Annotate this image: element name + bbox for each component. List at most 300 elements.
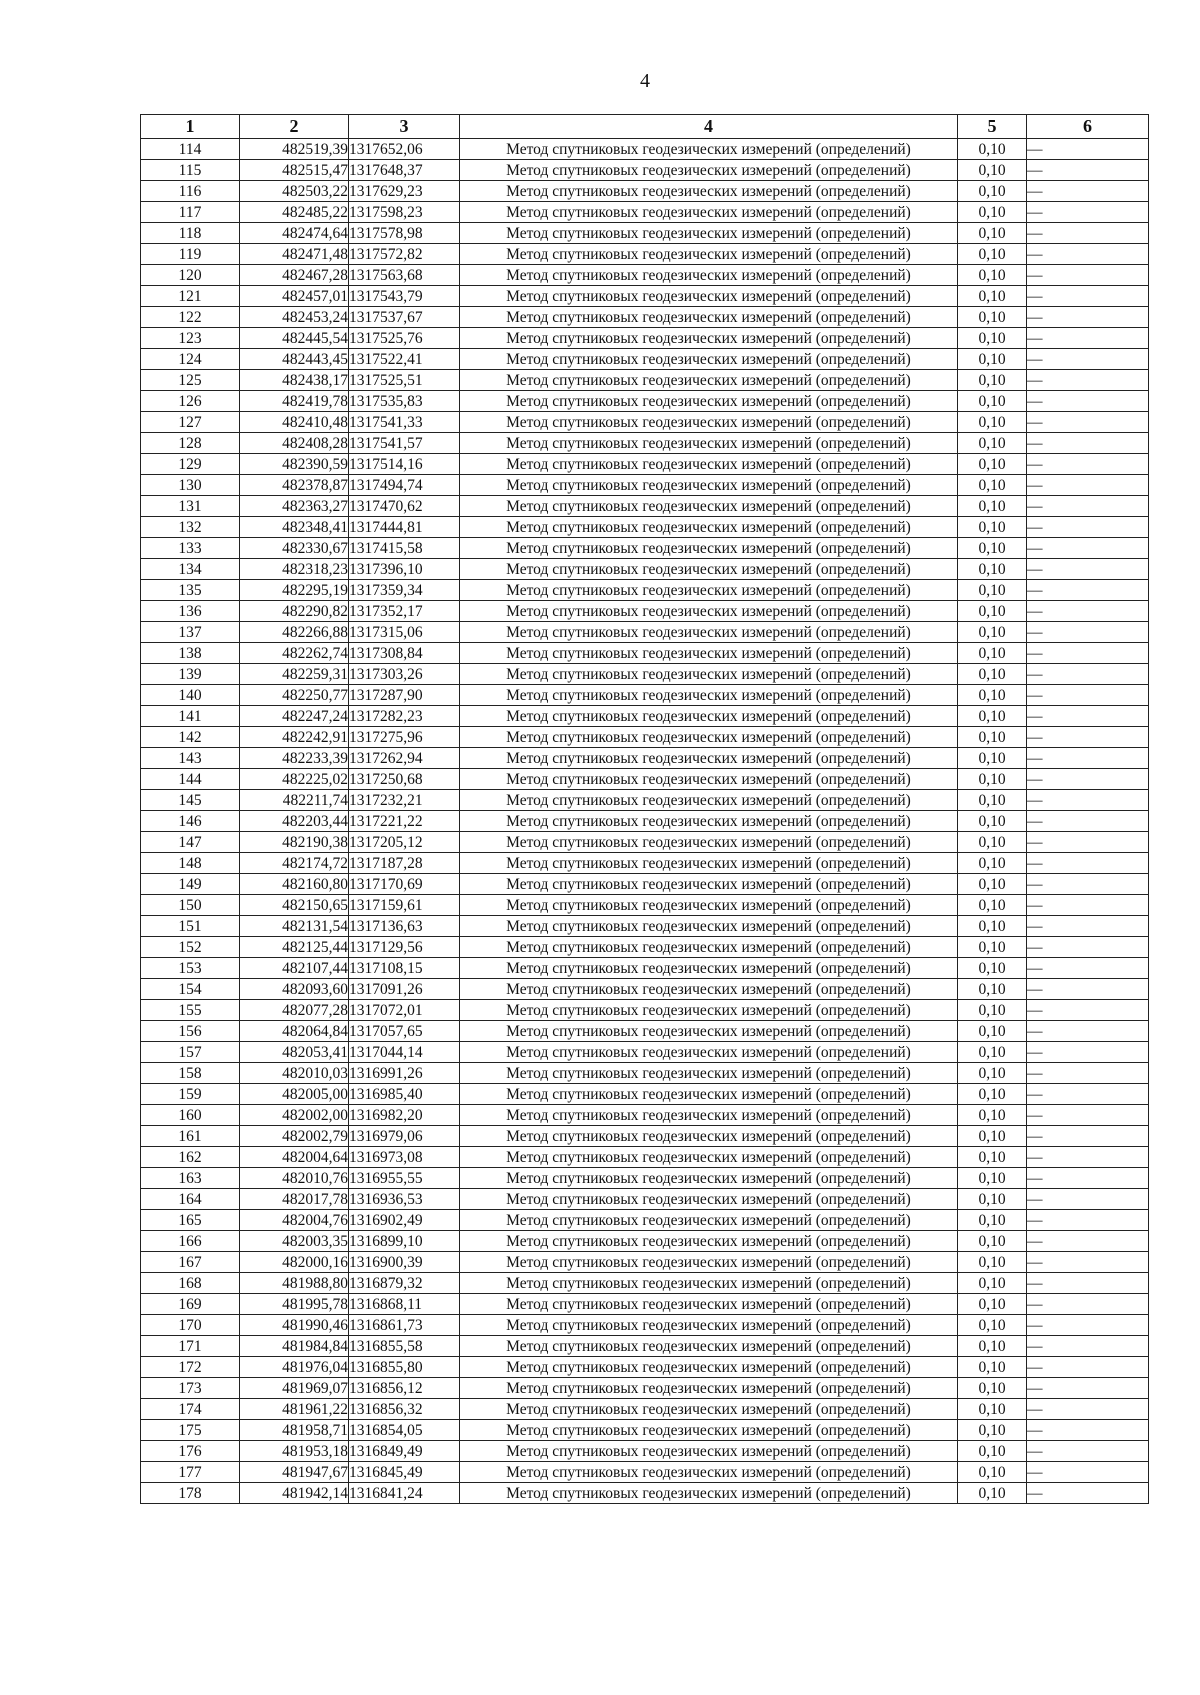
y-coordinate-cell: 1316936,53 xyxy=(349,1189,460,1210)
note-cell: — xyxy=(1027,1042,1149,1063)
point-number-cell: 170 xyxy=(141,1315,240,1336)
method-cell: Метод спутниковых геодезических измерений (определений) xyxy=(460,433,958,454)
method-cell: Метод спутниковых геодезических измерений (определений) xyxy=(460,1483,958,1504)
y-coordinate-cell: 1317352,17 xyxy=(349,601,460,622)
x-coordinate-cell: 482503,22 xyxy=(240,181,349,202)
method-cell: Метод спутниковых геодезических измерений (определений) xyxy=(460,139,958,160)
point-number-cell: 172 xyxy=(141,1357,240,1378)
x-coordinate-cell: 482053,41 xyxy=(240,1042,349,1063)
accuracy-cell: 0,10 xyxy=(958,1063,1027,1084)
x-coordinate-cell: 482485,22 xyxy=(240,202,349,223)
accuracy-cell: 0,10 xyxy=(958,244,1027,265)
method-cell: Метод спутниковых геодезических измерений (определений) xyxy=(460,1399,958,1420)
table-row xyxy=(141,769,1149,790)
method-cell: Метод спутниковых геодезических измерений (определений) xyxy=(460,160,958,181)
note-cell: — xyxy=(1027,349,1149,370)
method-cell: Метод спутниковых геодезических измерений (определений) xyxy=(460,1462,958,1483)
accuracy-cell: 0,10 xyxy=(958,391,1027,412)
method-cell: Метод спутниковых геодезических измерений (определений) xyxy=(460,328,958,349)
note-cell: — xyxy=(1027,706,1149,727)
method-cell: Метод спутниковых геодезических измерений (определений) xyxy=(460,1357,958,1378)
y-coordinate-cell: 1317494,74 xyxy=(349,475,460,496)
y-coordinate-cell: 1317470,62 xyxy=(349,496,460,517)
x-coordinate-cell: 482010,03 xyxy=(240,1063,349,1084)
method-cell: Метод спутниковых геодезических измерений (определений) xyxy=(460,1063,958,1084)
note-cell: — xyxy=(1027,1021,1149,1042)
point-number-cell: 149 xyxy=(141,874,240,895)
x-coordinate-cell: 482093,60 xyxy=(240,979,349,1000)
table-row xyxy=(141,727,1149,748)
point-number-cell: 163 xyxy=(141,1168,240,1189)
y-coordinate-cell: 1316982,20 xyxy=(349,1105,460,1126)
note-cell: — xyxy=(1027,958,1149,979)
x-coordinate-cell: 482443,45 xyxy=(240,349,349,370)
accuracy-cell: 0,10 xyxy=(958,1084,1027,1105)
note-cell: — xyxy=(1027,1000,1149,1021)
table-row xyxy=(141,664,1149,685)
table-row xyxy=(141,1357,1149,1378)
point-number-cell: 114 xyxy=(141,139,240,160)
accuracy-cell: 0,10 xyxy=(958,874,1027,895)
y-coordinate-cell: 1316856,12 xyxy=(349,1378,460,1399)
page-number: 4 xyxy=(640,70,650,92)
y-coordinate-cell: 1316868,11 xyxy=(349,1294,460,1315)
x-coordinate-cell: 482262,74 xyxy=(240,643,349,664)
note-cell: — xyxy=(1027,832,1149,853)
point-number-cell: 124 xyxy=(141,349,240,370)
accuracy-cell: 0,10 xyxy=(958,916,1027,937)
table-row xyxy=(141,1063,1149,1084)
x-coordinate-cell: 482002,79 xyxy=(240,1126,349,1147)
x-coordinate-cell: 482290,82 xyxy=(240,601,349,622)
method-cell: Метод спутниковых геодезических измерений (определений) xyxy=(460,1294,958,1315)
x-coordinate-cell: 482004,76 xyxy=(240,1210,349,1231)
y-coordinate-cell: 1316879,32 xyxy=(349,1273,460,1294)
table-row xyxy=(141,601,1149,622)
x-coordinate-cell: 482003,35 xyxy=(240,1231,349,1252)
note-cell: — xyxy=(1027,1210,1149,1231)
point-number-cell: 126 xyxy=(141,391,240,412)
point-number-cell: 143 xyxy=(141,748,240,769)
method-cell: Метод спутниковых геодезических измерений (определений) xyxy=(460,1126,958,1147)
y-coordinate-cell: 1317315,06 xyxy=(349,622,460,643)
accuracy-cell: 0,10 xyxy=(958,643,1027,664)
y-coordinate-cell: 1317415,58 xyxy=(349,538,460,559)
point-number-cell: 154 xyxy=(141,979,240,1000)
note-cell: — xyxy=(1027,748,1149,769)
table-row xyxy=(141,265,1149,286)
accuracy-cell: 0,10 xyxy=(958,622,1027,643)
accuracy-cell: 0,10 xyxy=(958,370,1027,391)
x-coordinate-cell: 481984,84 xyxy=(240,1336,349,1357)
table-row xyxy=(141,685,1149,706)
note-cell: — xyxy=(1027,1126,1149,1147)
point-number-cell: 134 xyxy=(141,559,240,580)
x-coordinate-cell: 482131,54 xyxy=(240,916,349,937)
accuracy-cell: 0,10 xyxy=(958,139,1027,160)
table-row xyxy=(141,139,1149,160)
method-cell: Метод спутниковых геодезических измерений (определений) xyxy=(460,685,958,706)
method-cell: Метод спутниковых геодезических измерений (определений) xyxy=(460,1042,958,1063)
table-row xyxy=(141,853,1149,874)
accuracy-cell: 0,10 xyxy=(958,517,1027,538)
accuracy-cell: 0,10 xyxy=(958,181,1027,202)
x-coordinate-cell: 481990,46 xyxy=(240,1315,349,1336)
x-coordinate-cell: 482160,80 xyxy=(240,874,349,895)
point-number-cell: 119 xyxy=(141,244,240,265)
y-coordinate-cell: 1317250,68 xyxy=(349,769,460,790)
note-cell: — xyxy=(1027,160,1149,181)
method-cell: Метод спутниковых геодезических измерений (определений) xyxy=(460,958,958,979)
y-coordinate-cell: 1317541,57 xyxy=(349,433,460,454)
note-cell: — xyxy=(1027,370,1149,391)
table-row xyxy=(141,1126,1149,1147)
x-coordinate-cell: 482000,16 xyxy=(240,1252,349,1273)
accuracy-cell: 0,10 xyxy=(958,979,1027,1000)
method-cell: Метод спутниковых геодезических измерений (определений) xyxy=(460,181,958,202)
note-cell: — xyxy=(1027,1420,1149,1441)
point-number-cell: 120 xyxy=(141,265,240,286)
table-row xyxy=(141,811,1149,832)
table-row xyxy=(141,1210,1149,1231)
point-number-cell: 121 xyxy=(141,286,240,307)
y-coordinate-cell: 1317543,79 xyxy=(349,286,460,307)
method-cell: Метод спутниковых геодезических измерений (определений) xyxy=(460,286,958,307)
x-coordinate-cell: 482348,41 xyxy=(240,517,349,538)
point-number-cell: 175 xyxy=(141,1420,240,1441)
accuracy-cell: 0,10 xyxy=(958,1231,1027,1252)
note-cell: — xyxy=(1027,811,1149,832)
y-coordinate-cell: 1316985,40 xyxy=(349,1084,460,1105)
point-number-cell: 135 xyxy=(141,580,240,601)
x-coordinate-cell: 482077,28 xyxy=(240,1000,349,1021)
point-number-cell: 155 xyxy=(141,1000,240,1021)
y-coordinate-cell: 1317514,16 xyxy=(349,454,460,475)
table-header xyxy=(141,115,1149,139)
point-number-cell: 159 xyxy=(141,1084,240,1105)
method-cell: Метод спутниковых геодезических измерений (определений) xyxy=(460,601,958,622)
point-number-cell: 152 xyxy=(141,937,240,958)
method-cell: Метод спутниковых геодезических измерений (определений) xyxy=(460,223,958,244)
y-coordinate-cell: 1317205,12 xyxy=(349,832,460,853)
x-coordinate-cell: 482438,17 xyxy=(240,370,349,391)
table-row xyxy=(141,223,1149,244)
note-cell: — xyxy=(1027,895,1149,916)
note-cell: — xyxy=(1027,874,1149,895)
accuracy-cell: 0,10 xyxy=(958,895,1027,916)
x-coordinate-cell: 482250,77 xyxy=(240,685,349,706)
table-row xyxy=(141,748,1149,769)
note-cell: — xyxy=(1027,202,1149,223)
method-cell: Метод спутниковых геодезических измерений (определений) xyxy=(460,643,958,664)
method-cell: Метод спутниковых геодезических измерений (определений) xyxy=(460,1084,958,1105)
table-row xyxy=(141,1042,1149,1063)
x-coordinate-cell: 482203,44 xyxy=(240,811,349,832)
table-row xyxy=(141,328,1149,349)
x-coordinate-cell: 482445,54 xyxy=(240,328,349,349)
table-row xyxy=(141,1462,1149,1483)
method-cell: Метод спутниковых геодезических измерений (определений) xyxy=(460,769,958,790)
table-row xyxy=(141,1294,1149,1315)
point-number-cell: 118 xyxy=(141,223,240,244)
x-coordinate-cell: 482107,44 xyxy=(240,958,349,979)
table-row xyxy=(141,916,1149,937)
accuracy-cell: 0,10 xyxy=(958,832,1027,853)
x-coordinate-cell: 482266,88 xyxy=(240,622,349,643)
point-number-cell: 165 xyxy=(141,1210,240,1231)
accuracy-cell: 0,10 xyxy=(958,160,1027,181)
accuracy-cell: 0,10 xyxy=(958,853,1027,874)
accuracy-cell: 0,10 xyxy=(958,748,1027,769)
note-cell: — xyxy=(1027,1357,1149,1378)
x-coordinate-cell: 481961,22 xyxy=(240,1399,349,1420)
header-row xyxy=(141,115,1149,139)
note-cell: — xyxy=(1027,139,1149,160)
x-coordinate-cell: 482017,78 xyxy=(240,1189,349,1210)
accuracy-cell: 0,10 xyxy=(958,727,1027,748)
note-cell: — xyxy=(1027,1441,1149,1462)
method-cell: Метод спутниковых геодезических измерений (определений) xyxy=(460,538,958,559)
method-cell: Метод спутниковых геодезических измерений (определений) xyxy=(460,1315,958,1336)
accuracy-cell: 0,10 xyxy=(958,1399,1027,1420)
note-cell: — xyxy=(1027,265,1149,286)
point-number-cell: 173 xyxy=(141,1378,240,1399)
accuracy-cell: 0,10 xyxy=(958,937,1027,958)
point-number-cell: 138 xyxy=(141,643,240,664)
y-coordinate-cell: 1316991,26 xyxy=(349,1063,460,1084)
y-coordinate-cell: 1316955,55 xyxy=(349,1168,460,1189)
table-row xyxy=(141,1189,1149,1210)
table-row xyxy=(141,706,1149,727)
method-cell: Метод спутниковых геодезических измерений (определений) xyxy=(460,874,958,895)
note-cell: — xyxy=(1027,727,1149,748)
table-row xyxy=(141,349,1149,370)
note-cell: — xyxy=(1027,496,1149,517)
x-coordinate-cell: 482515,47 xyxy=(240,160,349,181)
y-coordinate-cell: 1317232,21 xyxy=(349,790,460,811)
accuracy-cell: 0,10 xyxy=(958,307,1027,328)
point-number-cell: 128 xyxy=(141,433,240,454)
method-cell: Метод спутниковых геодезических измерений (определений) xyxy=(460,979,958,1000)
table-row xyxy=(141,1315,1149,1336)
accuracy-cell: 0,10 xyxy=(958,1336,1027,1357)
accuracy-cell: 0,10 xyxy=(958,1273,1027,1294)
method-cell: Метод спутниковых геодезических измерений (определений) xyxy=(460,412,958,433)
table-row xyxy=(141,1084,1149,1105)
accuracy-cell: 0,10 xyxy=(958,1483,1027,1504)
point-number-cell: 174 xyxy=(141,1399,240,1420)
table-row xyxy=(141,517,1149,538)
note-cell: — xyxy=(1027,1252,1149,1273)
table-row xyxy=(141,1252,1149,1273)
x-coordinate-cell: 482378,87 xyxy=(240,475,349,496)
accuracy-cell: 0,10 xyxy=(958,559,1027,580)
y-coordinate-cell: 1316855,80 xyxy=(349,1357,460,1378)
table-row xyxy=(141,580,1149,601)
method-cell: Метод спутниковых геодезических измерений (определений) xyxy=(460,517,958,538)
column-header: 3 xyxy=(349,115,460,139)
y-coordinate-cell: 1317129,56 xyxy=(349,937,460,958)
table-row xyxy=(141,1336,1149,1357)
table-row xyxy=(141,1168,1149,1189)
method-cell: Метод спутниковых геодезических измерений (определений) xyxy=(460,1210,958,1231)
method-cell: Метод спутниковых геодезических измерений (определений) xyxy=(460,580,958,601)
method-cell: Метод спутниковых геодезических измерений (определений) xyxy=(460,1168,958,1189)
accuracy-cell: 0,10 xyxy=(958,349,1027,370)
note-cell: — xyxy=(1027,412,1149,433)
note-cell: — xyxy=(1027,1294,1149,1315)
note-cell: — xyxy=(1027,454,1149,475)
accuracy-cell: 0,10 xyxy=(958,496,1027,517)
table-row xyxy=(141,895,1149,916)
accuracy-cell: 0,10 xyxy=(958,706,1027,727)
accuracy-cell: 0,10 xyxy=(958,475,1027,496)
note-cell: — xyxy=(1027,853,1149,874)
method-cell: Метод спутниковых геодезических измерений (определений) xyxy=(460,559,958,580)
method-cell: Метод спутниковых геодезических измерений (определений) xyxy=(460,1273,958,1294)
point-number-cell: 144 xyxy=(141,769,240,790)
accuracy-cell: 0,10 xyxy=(958,1420,1027,1441)
y-coordinate-cell: 1316849,49 xyxy=(349,1441,460,1462)
point-number-cell: 129 xyxy=(141,454,240,475)
method-cell: Метод спутниковых геодезических измерений (определений) xyxy=(460,1189,958,1210)
note-cell: — xyxy=(1027,1315,1149,1336)
method-cell: Метод спутниковых геодезических измерений (определений) xyxy=(460,832,958,853)
table-row xyxy=(141,307,1149,328)
point-number-cell: 117 xyxy=(141,202,240,223)
table-body xyxy=(141,139,1149,1504)
note-cell: — xyxy=(1027,1462,1149,1483)
method-cell: Метод спутниковых геодезических измерений (определений) xyxy=(460,664,958,685)
point-number-cell: 153 xyxy=(141,958,240,979)
y-coordinate-cell: 1317091,26 xyxy=(349,979,460,1000)
method-cell: Метод спутниковых геодезических измерений (определений) xyxy=(460,811,958,832)
accuracy-cell: 0,10 xyxy=(958,1315,1027,1336)
accuracy-cell: 0,10 xyxy=(958,1294,1027,1315)
note-cell: — xyxy=(1027,244,1149,265)
method-cell: Метод спутниковых геодезических измерений (определений) xyxy=(460,454,958,475)
x-coordinate-cell: 482225,02 xyxy=(240,769,349,790)
y-coordinate-cell: 1317652,06 xyxy=(349,139,460,160)
note-cell: — xyxy=(1027,1063,1149,1084)
x-coordinate-cell: 482064,84 xyxy=(240,1021,349,1042)
point-number-cell: 125 xyxy=(141,370,240,391)
point-number-cell: 157 xyxy=(141,1042,240,1063)
table-row xyxy=(141,244,1149,265)
method-cell: Метод спутниковых геодезических измерений (определений) xyxy=(460,1147,958,1168)
note-cell: — xyxy=(1027,1189,1149,1210)
x-coordinate-cell: 482247,24 xyxy=(240,706,349,727)
note-cell: — xyxy=(1027,286,1149,307)
x-coordinate-cell: 482010,76 xyxy=(240,1168,349,1189)
note-cell: — xyxy=(1027,937,1149,958)
table-row xyxy=(141,1441,1149,1462)
note-cell: — xyxy=(1027,328,1149,349)
y-coordinate-cell: 1317303,26 xyxy=(349,664,460,685)
y-coordinate-cell: 1316854,05 xyxy=(349,1420,460,1441)
accuracy-cell: 0,10 xyxy=(958,580,1027,601)
y-coordinate-cell: 1317159,61 xyxy=(349,895,460,916)
table-row xyxy=(141,412,1149,433)
note-cell: — xyxy=(1027,1168,1149,1189)
note-cell: — xyxy=(1027,769,1149,790)
x-coordinate-cell: 482471,48 xyxy=(240,244,349,265)
accuracy-cell: 0,10 xyxy=(958,1189,1027,1210)
method-cell: Метод спутниковых геодезических измерений (определений) xyxy=(460,496,958,517)
method-cell: Метод спутниковых геодезических измерений (определений) xyxy=(460,265,958,286)
y-coordinate-cell: 1317525,76 xyxy=(349,328,460,349)
point-number-cell: 123 xyxy=(141,328,240,349)
accuracy-cell: 0,10 xyxy=(958,1000,1027,1021)
table-row xyxy=(141,391,1149,412)
x-coordinate-cell: 482467,28 xyxy=(240,265,349,286)
x-coordinate-cell: 482190,38 xyxy=(240,832,349,853)
accuracy-cell: 0,10 xyxy=(958,811,1027,832)
accuracy-cell: 0,10 xyxy=(958,1210,1027,1231)
method-cell: Метод спутниковых геодезических измерений (определений) xyxy=(460,1000,958,1021)
method-cell: Метод спутниковых геодезических измерений (определений) xyxy=(460,307,958,328)
y-coordinate-cell: 1317170,69 xyxy=(349,874,460,895)
table-row xyxy=(141,559,1149,580)
accuracy-cell: 0,10 xyxy=(958,601,1027,622)
table-row xyxy=(141,496,1149,517)
method-cell: Метод спутниковых геодезических измерений (определений) xyxy=(460,475,958,496)
note-cell: — xyxy=(1027,622,1149,643)
method-cell: Метод спутниковых геодезических измерений (определений) xyxy=(460,391,958,412)
x-coordinate-cell: 482318,23 xyxy=(240,559,349,580)
x-coordinate-cell: 482363,27 xyxy=(240,496,349,517)
accuracy-cell: 0,10 xyxy=(958,1378,1027,1399)
table-row xyxy=(141,979,1149,1000)
note-cell: — xyxy=(1027,559,1149,580)
table-row xyxy=(141,202,1149,223)
method-cell: Метод спутниковых геодезических измерений (определений) xyxy=(460,1441,958,1462)
point-number-cell: 164 xyxy=(141,1189,240,1210)
point-number-cell: 177 xyxy=(141,1462,240,1483)
point-number-cell: 136 xyxy=(141,601,240,622)
y-coordinate-cell: 1317444,81 xyxy=(349,517,460,538)
point-number-cell: 131 xyxy=(141,496,240,517)
note-cell: — xyxy=(1027,1273,1149,1294)
note-cell: — xyxy=(1027,1231,1149,1252)
point-number-cell: 145 xyxy=(141,790,240,811)
x-coordinate-cell: 482410,48 xyxy=(240,412,349,433)
x-coordinate-cell: 481988,80 xyxy=(240,1273,349,1294)
accuracy-cell: 0,10 xyxy=(958,958,1027,979)
x-coordinate-cell: 482233,39 xyxy=(240,748,349,769)
method-cell: Метод спутниковых геодезических измерений (определений) xyxy=(460,916,958,937)
table-row xyxy=(141,937,1149,958)
y-coordinate-cell: 1317535,83 xyxy=(349,391,460,412)
note-cell: — xyxy=(1027,307,1149,328)
y-coordinate-cell: 1317108,15 xyxy=(349,958,460,979)
x-coordinate-cell: 482002,00 xyxy=(240,1105,349,1126)
accuracy-cell: 0,10 xyxy=(958,202,1027,223)
accuracy-cell: 0,10 xyxy=(958,1168,1027,1189)
x-coordinate-cell: 482453,24 xyxy=(240,307,349,328)
point-number-cell: 148 xyxy=(141,853,240,874)
table-row xyxy=(141,790,1149,811)
method-cell: Метод спутниковых геодезических измерений (определений) xyxy=(460,370,958,391)
point-number-cell: 141 xyxy=(141,706,240,727)
y-coordinate-cell: 1316856,32 xyxy=(349,1399,460,1420)
y-coordinate-cell: 1317598,23 xyxy=(349,202,460,223)
table-row xyxy=(141,622,1149,643)
point-number-cell: 139 xyxy=(141,664,240,685)
point-number-cell: 140 xyxy=(141,685,240,706)
y-coordinate-cell: 1317282,23 xyxy=(349,706,460,727)
y-coordinate-cell: 1317578,98 xyxy=(349,223,460,244)
